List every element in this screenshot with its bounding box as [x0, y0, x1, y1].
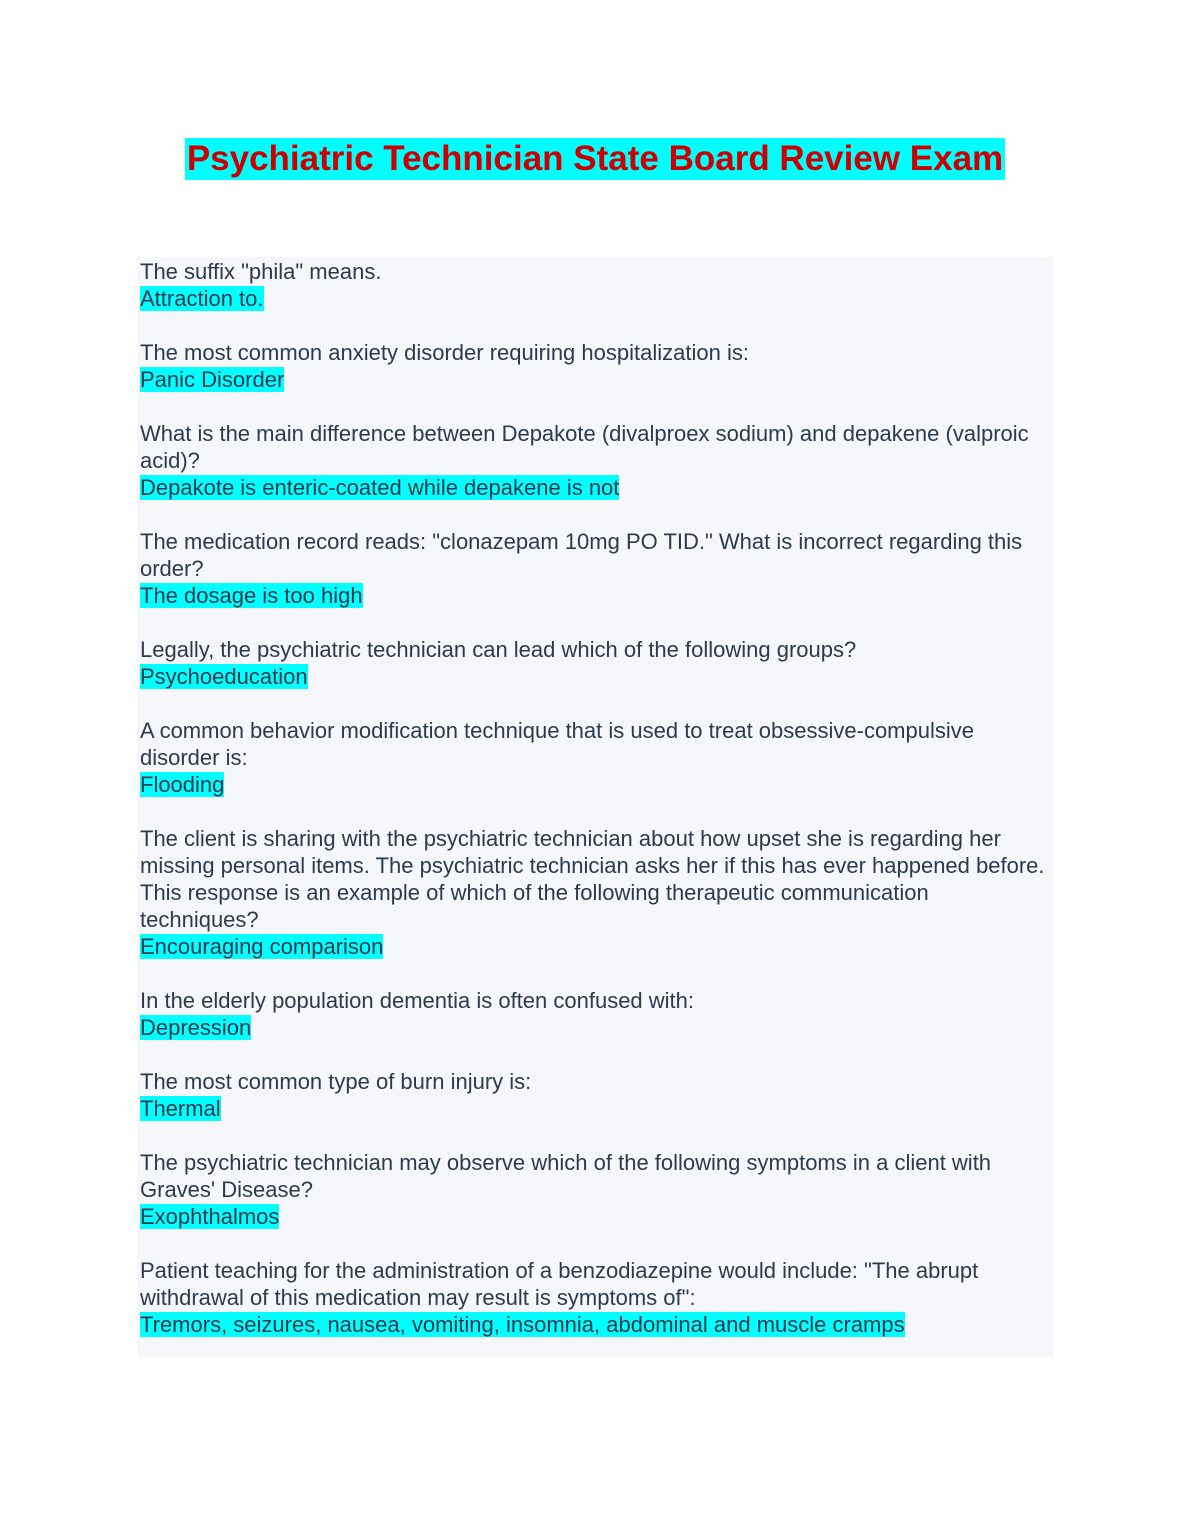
- answer-highlight: Attraction to.: [140, 286, 264, 311]
- qa-item: [140, 339, 1053, 393]
- qa-item: [140, 528, 1053, 609]
- answer-highlight: Depression: [140, 1015, 252, 1040]
- answer-highlight: Psychoeducation: [140, 664, 308, 689]
- question-text: The most common anxiety disorder requiring hospitalization is:: [140, 340, 749, 365]
- answer-highlight: Encouraging comparison: [140, 934, 384, 959]
- answer-highlight: Depakote is enteric-coated while depakene is not: [140, 475, 620, 500]
- question-text: In the elderly population dementia is often confused with:: [140, 988, 695, 1013]
- answer-highlight: Thermal: [140, 1096, 221, 1121]
- question-text: Legally, the psychiatric technician can lead which of the following groups?: [140, 637, 857, 662]
- qa-item: [140, 987, 1053, 1041]
- answer-highlight: Exophthalmos: [140, 1204, 280, 1229]
- qa-item: [140, 1257, 1053, 1338]
- qa-item: [140, 258, 1053, 312]
- page-title: Psychiatric Technician State Board Review Exam: [186, 139, 1004, 178]
- question-text: The client is sharing with the psychiatric technician about how upset she is regarding her missing personal items. The psychiatric technician asks her if this has ever happened before. This response is an example of which of the following therapeutic communication techniques?: [140, 826, 1045, 932]
- question-text: A common behavior modification technique that is used to treat obsessive-compulsive disorder is:: [140, 718, 974, 770]
- answer-highlight: The dosage is too high: [140, 583, 363, 608]
- question-text: The suffix "phila" means.: [140, 259, 382, 284]
- qa-item: [140, 636, 1053, 690]
- qa-item: [140, 717, 1053, 798]
- question-text: The most common type of burn injury is:: [140, 1069, 532, 1094]
- question-text: The psychiatric technician may observe which of the following symptoms in a client with Graves' Disease?: [140, 1150, 992, 1202]
- qa-panel: [137, 257, 1053, 1357]
- qa-item: [140, 1068, 1053, 1122]
- answer-highlight: Panic Disorder: [140, 367, 285, 392]
- qa-item: [140, 1149, 1053, 1230]
- question-text: What is the main difference between Depakote (divalproex sodium) and depakene (valproic acid)?: [140, 421, 1029, 473]
- question-text: Patient teaching for the administration of a benzodiazepine would include: "The abrupt withdrawal of this medication may result is symptoms of":: [140, 1258, 979, 1310]
- title-container: [0, 138, 1190, 180]
- answer-highlight: Tremors, seizures, nausea, vomiting, insomnia, abdominal and muscle cramps: [140, 1312, 905, 1337]
- qa-item: [140, 825, 1053, 960]
- question-text: The medication record reads: "clonazepam 10mg PO TID." What is incorrect regarding this order?: [140, 529, 1023, 581]
- qa-item: [140, 420, 1053, 501]
- answer-highlight: Flooding: [140, 772, 225, 797]
